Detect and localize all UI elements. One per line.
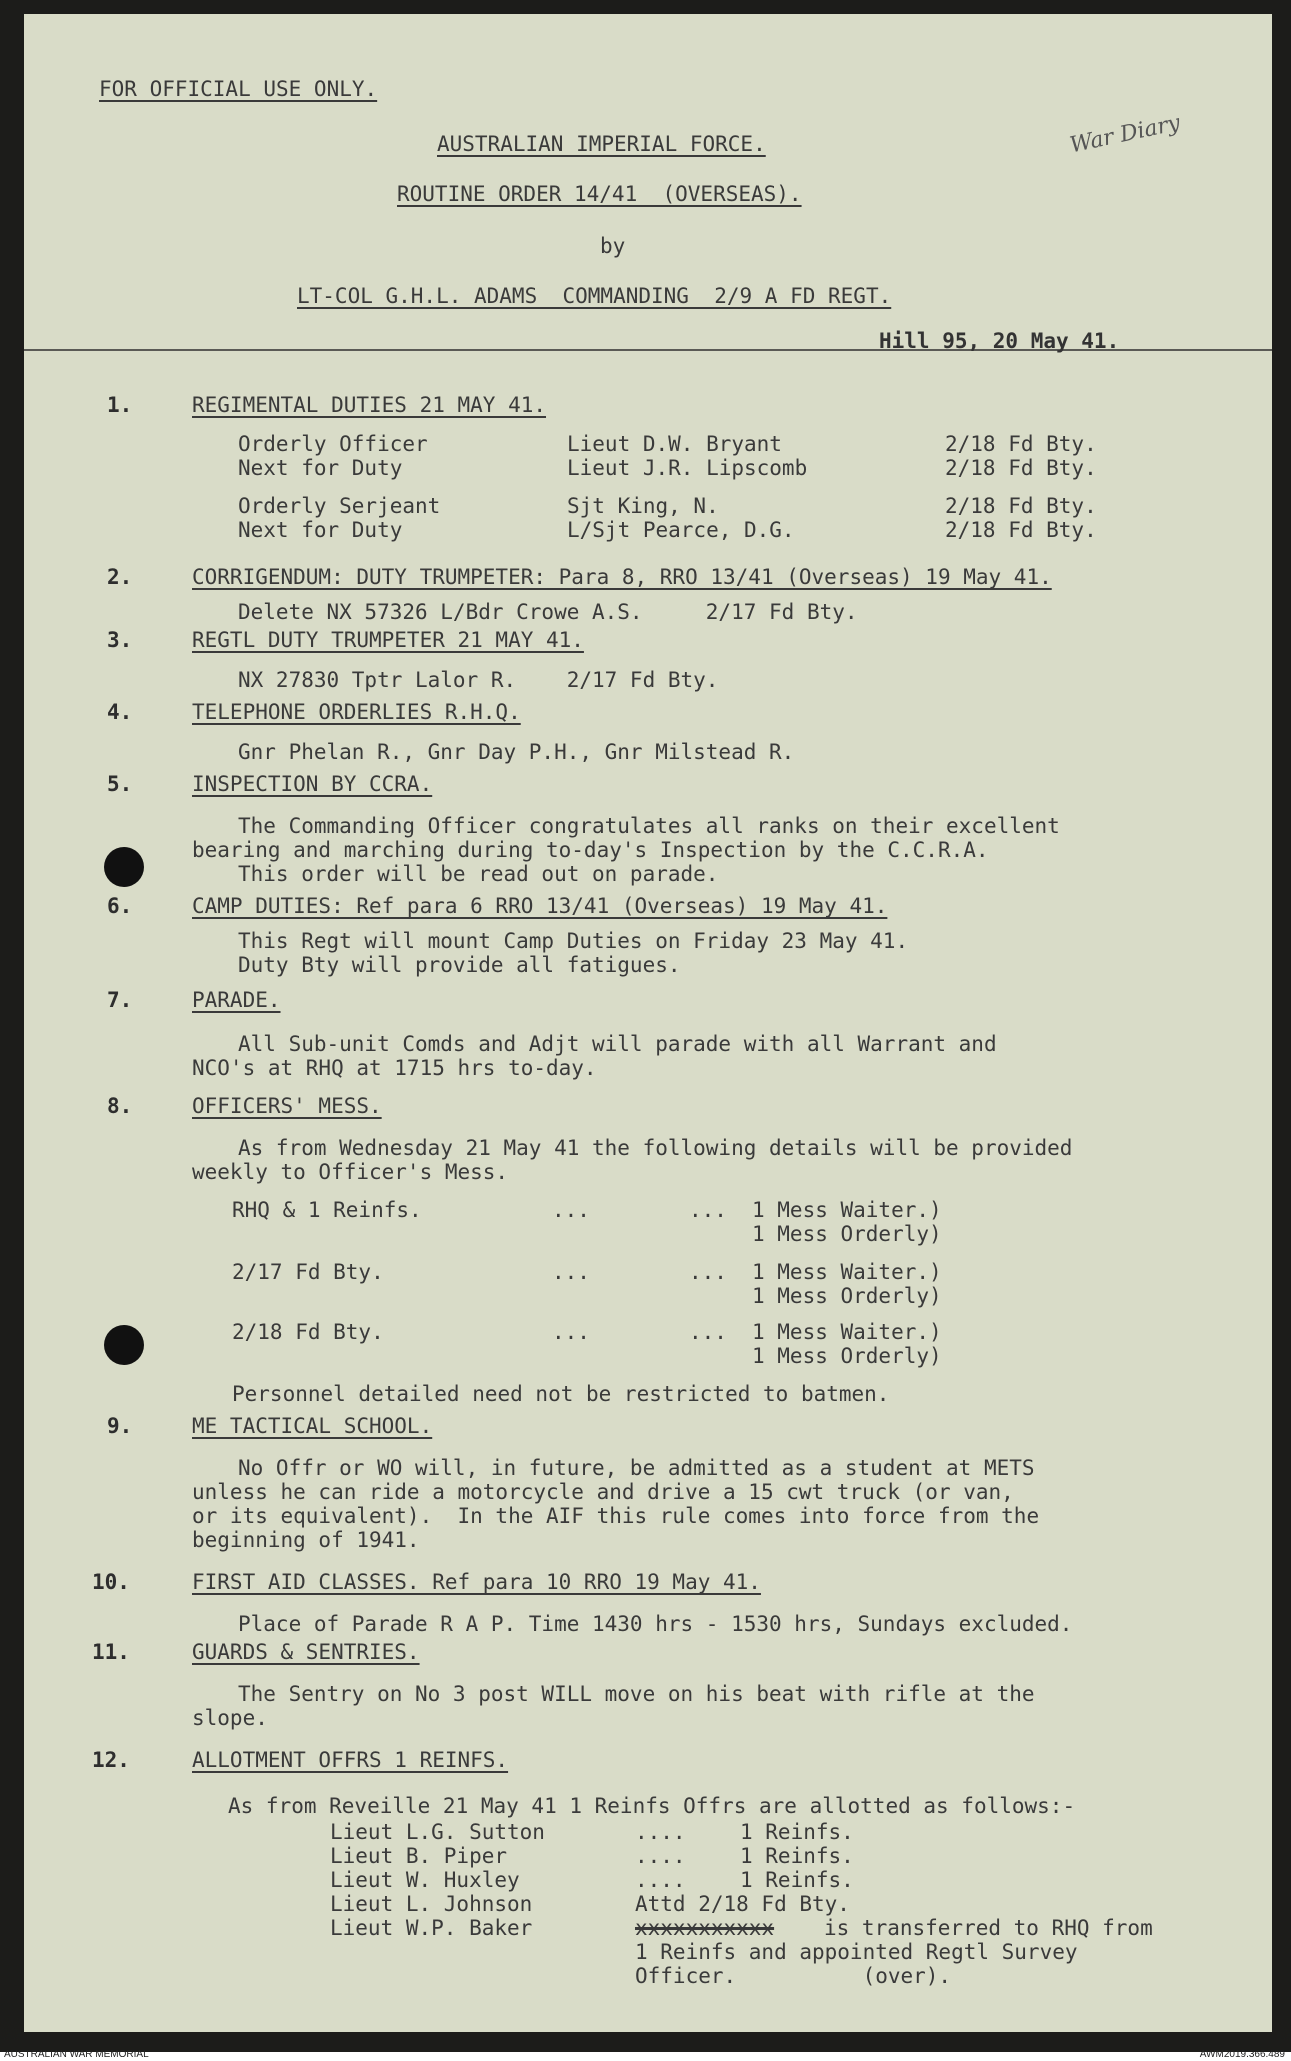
- allot-name: Lieut W. Huxley: [330, 1868, 520, 1892]
- item10-text: Place of Parade R A P. Time 1430 hrs - 1530 hrs, Sundays excluded.: [238, 1612, 1073, 1636]
- item-number: 3.: [107, 628, 133, 652]
- mess-unit: 2/18 Fd Bty.: [232, 1320, 384, 1344]
- item9-line: unless he can ride a motorcycle and drive a 15 cwt truck (or van,: [192, 1480, 1014, 1504]
- item8-intro: As from Wednesday 21 May 41 the following details will be provided: [238, 1136, 1073, 1160]
- mess-detail: 1 Mess Waiter.): [752, 1260, 942, 1284]
- mess-detail: 1 Mess Orderly): [752, 1284, 942, 1308]
- allot-dest: 1 Reinfs.: [740, 1868, 854, 1892]
- allot-tail: Officer. (over).: [635, 1964, 952, 1988]
- item-number: 8.: [107, 1094, 133, 1118]
- mess-unit: 2/17 Fd Bty.: [232, 1260, 384, 1284]
- item2-text: Delete NX 57326 L/Bdr Crowe A.S. 2/17 Fd Bty.: [238, 600, 858, 624]
- item5-line: This order will be read out on parade.: [238, 862, 719, 886]
- mess-dots: ...: [552, 1320, 590, 1344]
- item8-intro: weekly to Officer's Mess.: [192, 1160, 509, 1184]
- item-number: 9.: [107, 1414, 133, 1438]
- item6-line: Duty Bty will provide all fatigues.: [238, 953, 681, 977]
- item12-intro: As from Reveille 21 May 41 1 Reinfs Offrs are allotted as follows:-: [228, 1794, 1076, 1818]
- item-number: 6.: [107, 894, 133, 918]
- force-title: AUSTRALIAN IMPERIAL FORCE.: [437, 132, 766, 156]
- allot-name: Lieut L. Johnson: [330, 1892, 533, 1916]
- allot-tail: 1 Reinfs and appointed Regtl Survey: [635, 1940, 1078, 1964]
- item-title: OFFICERS' MESS.: [192, 1094, 382, 1118]
- official-use-label: FOR OFFICIAL USE ONLY.: [99, 77, 378, 101]
- mess-detail: 1 Mess Orderly): [752, 1344, 942, 1368]
- by-line: by: [600, 234, 626, 258]
- item6-line: This Regt will mount Camp Duties on Friday 23 May 41.: [238, 929, 909, 953]
- handwritten-annotation: War Diary: [1067, 110, 1183, 159]
- punch-hole: [104, 1325, 144, 1365]
- item-title: INSPECTION BY CCRA.: [192, 772, 433, 796]
- item9-line: or its equivalent). In the AIF this rule comes into force from the: [192, 1504, 1040, 1528]
- duty-unit: 2/18 Fd Bty.: [945, 432, 1097, 456]
- item-title: REGIMENTAL DUTIES 21 MAY 41.: [192, 393, 547, 417]
- duty-role: Orderly Serjeant: [238, 494, 441, 518]
- duty-name: L/Sjt Pearce, D.G.: [567, 518, 795, 542]
- item-number: 4.: [107, 700, 133, 724]
- item11-line: slope.: [192, 1706, 268, 1730]
- item-number: 7.: [107, 988, 133, 1012]
- allot-dots: ....: [635, 1868, 686, 1892]
- mess-dots: ...: [689, 1198, 727, 1222]
- place-date: Hill 95, 20 May 41.: [879, 329, 1120, 353]
- item11-line: The Sentry on No 3 post WILL move on his beat with rifle at the: [238, 1682, 1035, 1706]
- item5-line: The Commanding Officer congratulates all ranks on their excellent: [238, 814, 1060, 838]
- item7-line: NCO's at RHQ at 1715 hrs to-day.: [192, 1056, 597, 1080]
- allot-dest: Attd 2/18 Fd Bty.: [635, 1892, 850, 1916]
- mess-dots: ...: [689, 1260, 727, 1284]
- allot-dots: ....: [635, 1844, 686, 1868]
- item-title: CORRIGENDUM: DUTY TRUMPETER: Para 8, RRO 13/41 (Overseas) 19 May 41.: [192, 565, 1052, 589]
- item-title: ME TACTICAL SCHOOL.: [192, 1414, 433, 1438]
- item-title: TELEPHONE ORDERLIES R.H.Q.: [192, 700, 521, 724]
- footer-accession-number: AWM2019.366.489: [1199, 2049, 1285, 2060]
- duty-unit: 2/18 Fd Bty.: [945, 518, 1097, 542]
- item-number: 11.: [92, 1640, 130, 1664]
- mess-dots: ...: [552, 1198, 590, 1222]
- mess-detail: 1 Mess Waiter.): [752, 1320, 942, 1344]
- item9-line: No Offr or WO will, in future, be admitted as a student at METS: [238, 1456, 1035, 1480]
- document-page: [24, 14, 1272, 2032]
- item-title: GUARDS & SENTRIES.: [192, 1640, 420, 1664]
- item-number: 1.: [107, 393, 133, 417]
- footer-archive-label: AUSTRALIAN WAR MEMORIAL: [4, 2049, 149, 2060]
- allot-name: Lieut W.P. Baker: [330, 1916, 533, 1940]
- duty-unit: 2/18 Fd Bty.: [945, 494, 1097, 518]
- duty-name: Lieut J.R. Lipscomb: [567, 456, 808, 480]
- item-number: 2.: [107, 565, 133, 589]
- item4-text: Gnr Phelan R., Gnr Day P.H., Gnr Milstead R.: [238, 740, 795, 764]
- commander-line: LT-COL G.H.L. ADAMS COMMANDING 2/9 A FD REGT.: [297, 284, 892, 308]
- duty-name: Lieut D.W. Bryant: [567, 432, 782, 456]
- mess-dots: ...: [552, 1260, 590, 1284]
- allot-name: Lieut L.G. Sutton: [330, 1820, 545, 1844]
- allot-struck-text: xxxxxxxxxxx: [635, 1916, 775, 1940]
- order-title: ROUTINE ORDER 14/41 (OVERSEAS).: [397, 182, 802, 206]
- item-title: PARADE.: [192, 988, 281, 1012]
- allot-dest: is transferred to RHQ from: [824, 1916, 1153, 1940]
- item5-line: bearing and marching during to-day's Inspection by the C.C.R.A.: [192, 838, 989, 862]
- item-title: CAMP DUTIES: Ref para 6 RRO 13/41 (Overseas) 19 May 41.: [192, 894, 888, 918]
- item9-line: beginning of 1941.: [192, 1528, 420, 1552]
- item-number: 5.: [107, 772, 133, 796]
- item-number: 12.: [92, 1748, 130, 1772]
- item-title: ALLOTMENT OFFRS 1 REINFS.: [192, 1748, 509, 1772]
- mess-dots: ...: [689, 1320, 727, 1344]
- punch-hole: [104, 847, 144, 887]
- item-number: 10.: [92, 1570, 130, 1594]
- item3-text: NX 27830 Tptr Lalor R. 2/17 Fd Bty.: [238, 668, 719, 692]
- allot-dest: 1 Reinfs.: [740, 1844, 854, 1868]
- duty-role: Next for Duty: [238, 456, 403, 480]
- allot-name: Lieut B. Piper: [330, 1844, 508, 1868]
- item8-note: Personnel detailed need not be restricted to batmen.: [232, 1382, 890, 1406]
- duty-role: Next for Duty: [238, 518, 403, 542]
- allot-dest: 1 Reinfs.: [740, 1820, 854, 1844]
- duty-role: Orderly Officer: [238, 432, 428, 456]
- duty-name: Sjt King, N.: [567, 494, 719, 518]
- mess-detail: 1 Mess Orderly): [752, 1222, 942, 1246]
- item-title: FIRST AID CLASSES. Ref para 10 RRO 19 May 41.: [192, 1570, 761, 1594]
- mess-detail: 1 Mess Waiter.): [752, 1198, 942, 1222]
- allot-dots: ....: [635, 1820, 686, 1844]
- item7-line: All Sub-unit Comds and Adjt will parade with all Warrant and: [238, 1032, 997, 1056]
- item-title: REGTL DUTY TRUMPETER 21 MAY 41.: [192, 628, 584, 652]
- mess-unit: RHQ & 1 Reinfs.: [232, 1198, 422, 1222]
- duty-unit: 2/18 Fd Bty.: [945, 456, 1097, 480]
